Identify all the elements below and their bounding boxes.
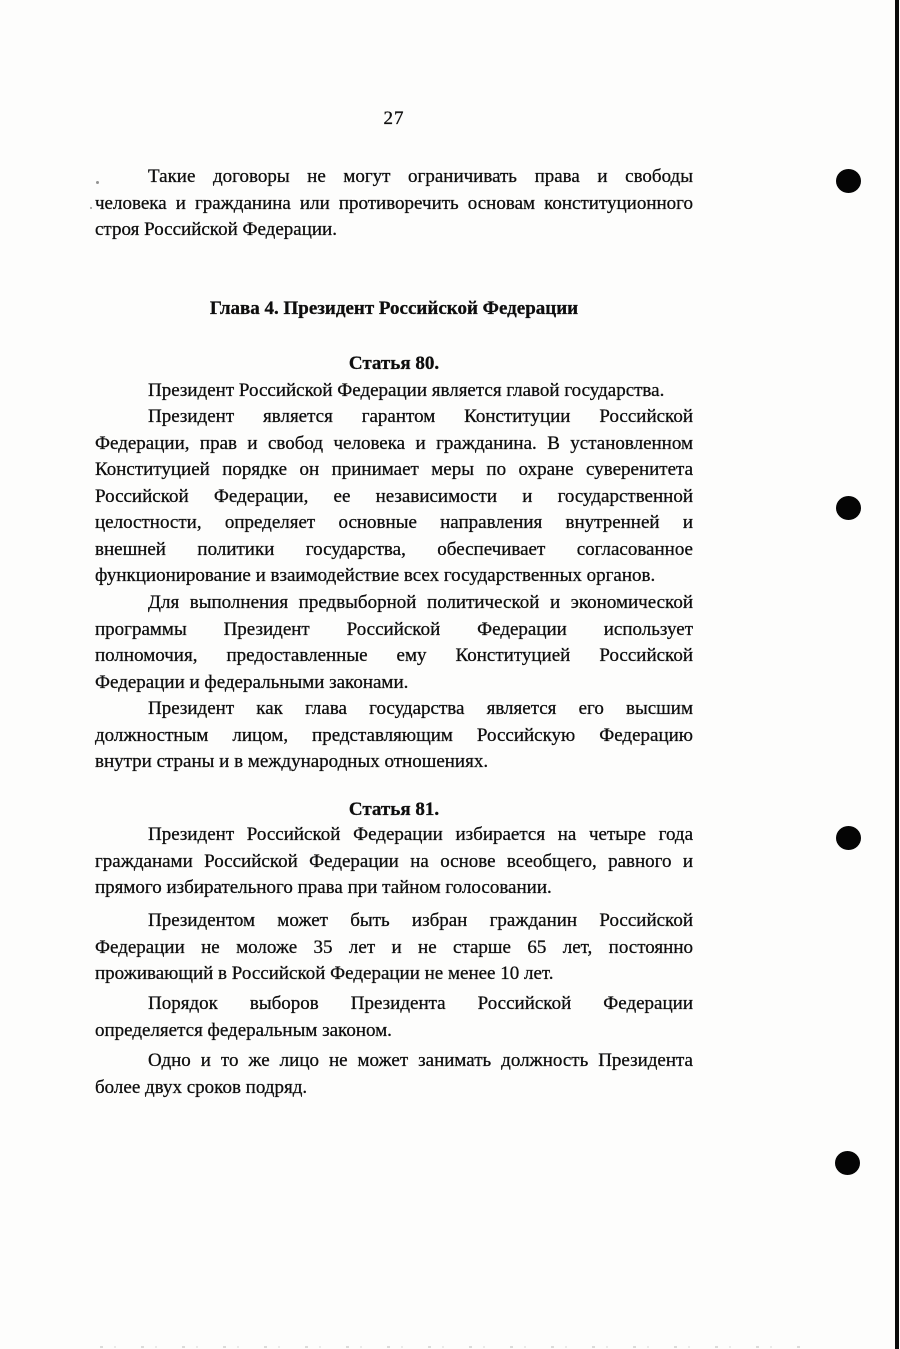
text-line: прямого избирательного права при тайном голосовании. [95, 877, 552, 898]
punch-hole-mark [835, 1151, 860, 1175]
text-line: функционирование и взаимодействие всех государственных органов. [95, 565, 656, 586]
text-line: Федерации не моложе 35 лет и не старше 65 лет, постоянно [95, 936, 693, 958]
text-line: целостности, определяет основные направления внутренней и [95, 512, 693, 533]
paragraph [95, 404, 693, 590]
text-line: полномочия, предоставленные ему Конституцией Российской [95, 645, 693, 666]
text-line: Конституцией порядке он принимает меры по охране суверенитета [95, 459, 693, 480]
paragraph [95, 378, 693, 405]
paragraph [95, 908, 693, 988]
text-line: должностным лицом, представляющим Российскую Федерацию [95, 724, 693, 746]
chapter-heading: Глава 4. Президент Российской Федерации [209, 298, 579, 319]
text-line: определяется федеральным законом. [95, 1019, 392, 1041]
punch-hole-mark [836, 826, 861, 850]
text-line: Президент Российской Федерации избирается на четыре года [148, 824, 693, 845]
text-line: строя Российской Федерации. [95, 219, 337, 240]
paragraph [95, 991, 693, 1044]
page-number: 27 [383, 108, 405, 129]
text-line: Порядок выборов Президента Российской Федерации [148, 993, 693, 1014]
punch-hole-mark [836, 496, 861, 520]
text-line: Одно и то же лицо не может занимать должность Президента [148, 1050, 693, 1071]
text-line: внешней политики государства, обеспечивает согласованное [95, 538, 693, 560]
text-column [95, 0, 693, 1349]
text-line: человека и гражданина или противоречить основам конституционного [95, 192, 693, 214]
paragraph [95, 164, 693, 244]
text-line: Российской Федерации, ее независимости и государственной [95, 485, 693, 507]
text-line: Президент является гарантом Конституции Российской [148, 406, 693, 427]
text-line: Федерации, прав и свобод человека и гражданина. В установленном [95, 432, 693, 454]
scan-speck [90, 207, 92, 209]
scan-speck [96, 181, 99, 184]
text-line: Для выполнения предвыборной политической и экономической [148, 592, 693, 613]
paragraph [95, 822, 693, 902]
text-line: внутри страны и в международных отношениях. [95, 751, 489, 772]
text-line: гражданами Российской Федерации на основе всеобщего, равного и [95, 850, 693, 872]
paragraph [95, 1048, 693, 1101]
text-line: Федерации и федеральными законами. [95, 671, 409, 693]
punch-hole-mark [836, 169, 861, 193]
text-line: Президент Российской Федерации является главой государства. [148, 380, 665, 401]
article-80-heading: Статья 80. [348, 353, 440, 374]
text-line: Такие договоры не могут ограничивать права и свободы [148, 166, 693, 187]
text-line: более двух сроков подряд. [95, 1076, 308, 1098]
paragraph [95, 696, 693, 776]
article-81-heading: Статья 81. [348, 799, 440, 820]
scan-edge-artifact [895, 0, 899, 1349]
text-line: Президентом может быть избран гражданин Российской [148, 910, 693, 931]
text-line: программы Президент Российской Федерации использует [95, 618, 693, 640]
paragraph [95, 590, 693, 696]
text-line: проживающий в Российской Федерации не менее 10 лет. [95, 963, 554, 984]
text-line: Президент как глава государства является его высшим [148, 698, 693, 719]
scan-bottom-noise [100, 1346, 800, 1348]
